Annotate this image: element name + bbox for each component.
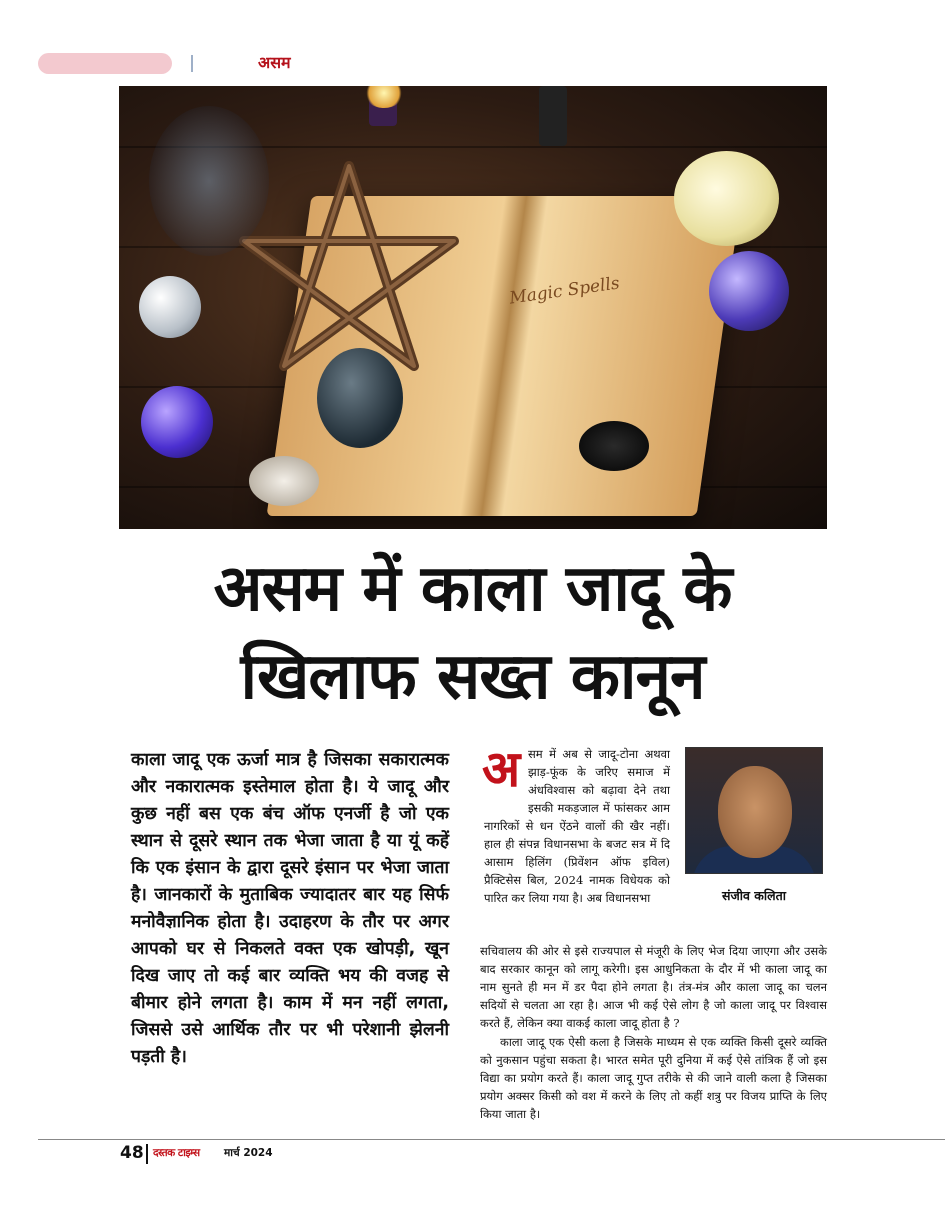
article-paragraph-1-text: सम में अब से जादू-टोना अथवा झाड़-फूंक के जरिए समाज में अंधविश्वास को बढ़ावा देने तथा इसकी मकड़जाल में फांसकर आम नागरिकों से धन ऐंठने वालों की खैर नहीं। हाल ही संपन्न विधानसभा के बजट सत्र में दि आसाम हिलिंग (प्रिवेंशन ऑफ इविल) प्रैक्टिसेस बिल, 2024 नामक विधेयक को पारित कर लिया गया है। अब विधानसभा bbox=[484, 747, 670, 905]
article-paragraph-2: सचिवालय की ओर से इसे राज्यपाल से मंजूरी के लिए भेज दिया जाएगा और उसके बाद सरकार कानून को लागू करेगी। इस आधुनिकता के दौर में भी काला जादू का नाम सुनते ही मन में डर पैदा होने लगता है। तंत्र-मंत्र और काला जादू का चलन सदियों से चलता आ रहा है। आज भी कई ऐसे लोग है जो काला जादू पर विश्वास करते हैं, लेकिन क्या वाकई काला जादू होता है ? bbox=[480, 944, 827, 1030]
page-number: 48 bbox=[120, 1143, 144, 1163]
author-name: संजीव कलिता bbox=[722, 888, 786, 903]
book-label: Magic Spells bbox=[508, 273, 621, 309]
magazine-name: दस्तक टाइम्स bbox=[153, 1147, 200, 1159]
hero-image bbox=[119, 86, 827, 529]
footer-divider bbox=[38, 1139, 945, 1140]
drop-cap: अ bbox=[482, 740, 521, 798]
headline-line-2: खिलाफ सख्त कानून bbox=[240, 640, 705, 714]
issue-date: मार्च 2024 bbox=[224, 1147, 273, 1159]
article-paragraph-3: काला जादू एक ऐसी कला है जिसके माध्यम से एक व्यक्ति किसी दूसरे व्यक्ति को नुकसान पहुंचा सकता है। भारत समेत पूरी दुनिया में कई ऐसे तांत्रिक हैं जो इस विद्या का प्रयोग करते हैं। काला जादू गुप्त तरीके से की जाने वाली कला है जिसका प्रयोग अक्सर किसी को वश में करने के लिए तो कहीं शत्रु पर विजय प्राप्ति के लिए किया जाता है। bbox=[480, 1035, 827, 1121]
section-label: असम bbox=[258, 53, 291, 72]
header-separator bbox=[191, 55, 193, 72]
headline-line-1: असम में काला जादू के bbox=[213, 552, 732, 626]
intro-text: काला जादू एक ऊर्जा मात्र है जिसका सकारात्मक और नकारात्मक इस्तेमाल होता है। ये जादू और कुछ नहीं बस एक बंच ऑफ एनर्जी है जो एक स्थान से दूसरे स्थान तक भेजा जाता है या यूं कहें कि एक इंसान के द्वारा दूसरे इंसान पर भेजा जाता है। जानकारों के मुताबिक ज्यादातर बार यह सिर्फ मनोवैज्ञानिक होता है। उदाहरण के तौर पर अगर आपको घर से निकलते वक्त एक खोपड़ी, खून दिख जाए तो कई बार व्यक्ति भय की वजह से बीमार होने लगता है। काम में मन नहीं लगता, जिससे उसे आर्थिक तौर पर भी परेशानी झेलनी पड़ती है। bbox=[131, 750, 449, 1067]
stone bbox=[317, 348, 403, 448]
footer-separator bbox=[146, 1144, 148, 1164]
article-paragraph-1 bbox=[482, 740, 670, 907]
author-photo bbox=[685, 747, 823, 874]
section-pill bbox=[38, 53, 172, 74]
